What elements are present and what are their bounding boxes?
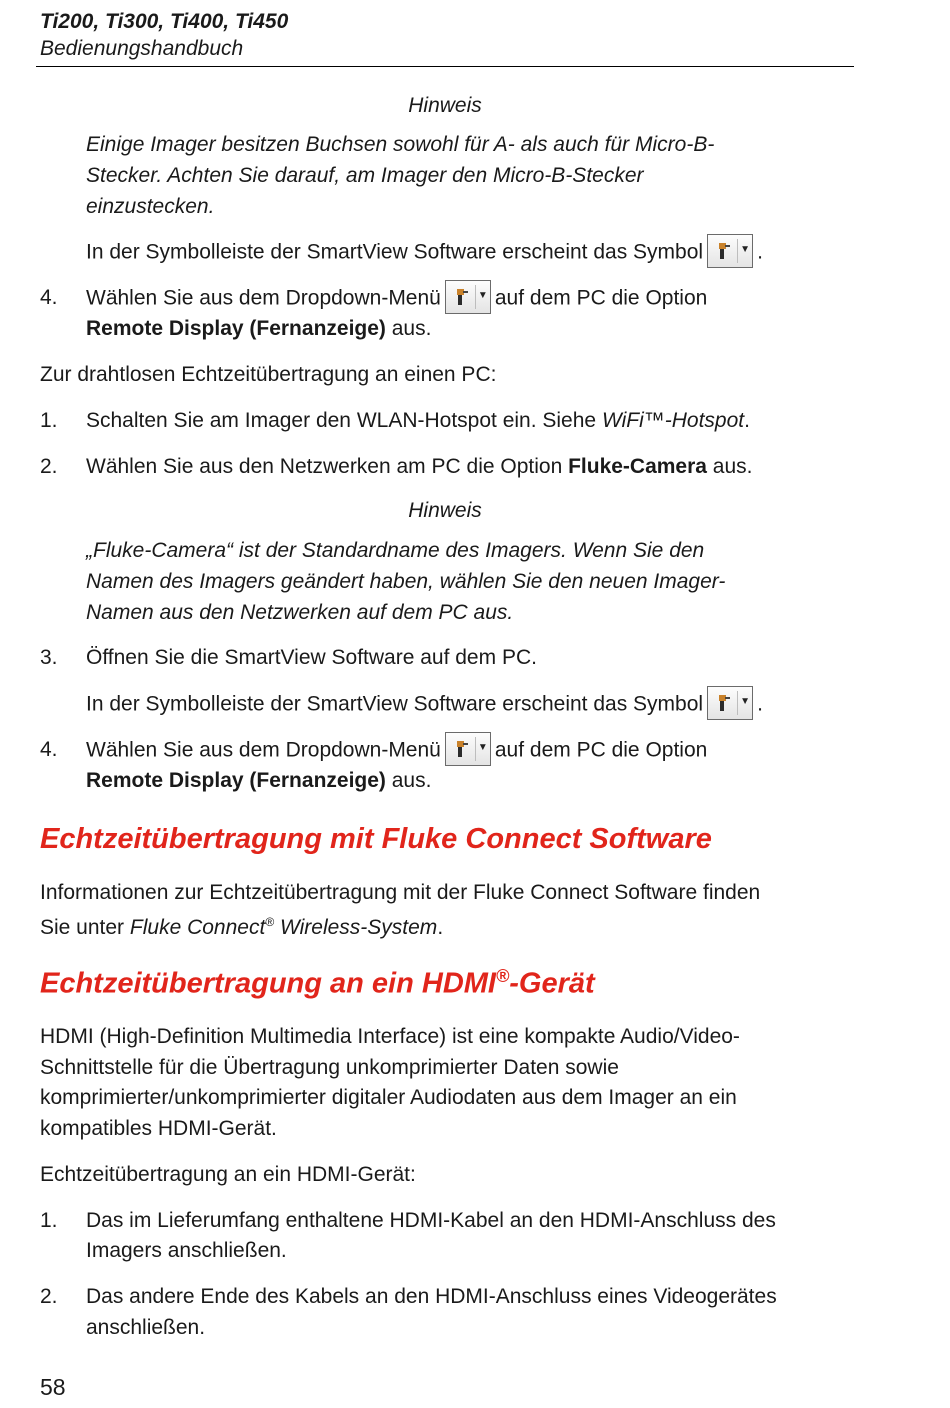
note-line: Namen des Imagers geändert haben, wählen Sie den neuen Imager- [86, 570, 726, 593]
step-text [86, 734, 707, 768]
step-text-line2 [86, 765, 431, 796]
paragraph-line: Schnittstelle für die Übertragung unkomprimierter Daten sowie [40, 1056, 619, 1079]
step-number: 2. [40, 1285, 58, 1308]
step-number: 1. [40, 409, 58, 432]
note-line: Namen aus den Netzwerken auf dem PC aus. [86, 601, 514, 624]
heading-text-end: -Gerät [509, 967, 595, 1000]
hdmi-intro: Echtzeitübertragung an ein HDMI-Gerät: [40, 1163, 416, 1186]
paragraph-line [40, 907, 443, 943]
step-text-post: auf dem PC die Option [494, 738, 708, 762]
text-end: . [437, 916, 444, 939]
step-text [86, 282, 707, 316]
step-text: Imagers anschließen. [86, 1239, 287, 1262]
toolbar-symbol-line [86, 236, 763, 270]
step-text: Das im Lieferumfang enthaltene HDMI-Kabel an den HDMI-Anschluss des [86, 1209, 776, 1232]
section-heading-fluke-connect: Echtzeitübertragung mit Fluke Connect Software [40, 823, 712, 855]
toolbar-symbol-line [86, 688, 763, 722]
step-text-pre: Schalten Sie am Imager den WLAN-Hotspot ein. Siehe [86, 409, 602, 432]
toolbar-symbol-text: In der Symbolleiste der SmartView Software erscheint das Symbol [86, 240, 704, 264]
wireless-intro: Zur drahtlosen Echtzeitübertragung an einen PC: [40, 363, 497, 386]
step-text-post: auf dem PC die Option [494, 286, 708, 310]
header-manual-title: Bedienungshandbuch [40, 37, 244, 60]
camera-dropdown-icon[interactable]: ▼ [707, 234, 753, 268]
option-remote-display: Remote Display (Fernanzeige) [86, 317, 386, 340]
link-text: Fluke Connect [129, 916, 266, 939]
option-remote-display: Remote Display (Fernanzeige) [86, 769, 386, 792]
step-end: aus. [385, 769, 432, 792]
page-number: 58 [40, 1374, 66, 1400]
step-number: 4. [40, 286, 58, 309]
link-text: Wireless-System [274, 916, 438, 939]
paragraph-line: Informationen zur Echtzeitübertragung mit der Fluke Connect Software finden [40, 881, 761, 904]
step-end: . [744, 409, 750, 432]
step-number: 4. [40, 738, 58, 761]
camera-dropdown-icon[interactable]: ▼ [707, 686, 753, 720]
step-number: 1. [40, 1209, 58, 1232]
header-models: Ti200, Ti300, Ti400, Ti450 [40, 10, 289, 33]
step-end: aus. [706, 455, 753, 478]
camera-dropdown-icon[interactable]: ▼ [445, 732, 491, 766]
period: . [757, 240, 763, 264]
step-text: Öffnen Sie die SmartView Software auf dem PC. [86, 646, 537, 669]
step-end: aus. [385, 317, 432, 340]
wifi-hotspot-link[interactable]: WiFi™-Hotspot [601, 409, 745, 432]
step-text: Das andere Ende des Kabels an den HDMI-Anschluss eines Videogerätes [86, 1285, 777, 1308]
option-fluke-camera: Fluke-Camera [568, 455, 707, 478]
step-text [86, 405, 750, 436]
period: . [757, 692, 763, 716]
registered-mark: ® [495, 966, 510, 986]
step-number: 2. [40, 455, 58, 478]
registered-mark: ® [265, 915, 275, 929]
paragraph-line: kompatibles HDMI-Gerät. [40, 1117, 277, 1140]
note-line: Einige Imager besitzen Buchsen sowohl für A- als auch für Micro-B- [86, 133, 715, 156]
note-line: „Fluke-Camera“ ist der Standardname des Imagers. Wenn Sie den [86, 539, 705, 562]
paragraph-line: komprimierter/unkomprimierter digitaler Audiodaten aus dem Imager an ein [40, 1086, 737, 1109]
step-number: 3. [40, 646, 58, 669]
note-line: Stecker. Achten Sie darauf, am Imager den Micro-B-Stecker [86, 164, 644, 187]
header-rule [36, 66, 854, 67]
step-text: anschließen. [86, 1316, 206, 1339]
text-pre: Sie unter [40, 916, 130, 939]
step-text-pre: Wählen Sie aus den Netzwerken am PC die Option [86, 455, 569, 478]
camera-dropdown-icon[interactable]: ▼ [445, 280, 491, 314]
fluke-connect-link[interactable] [130, 916, 437, 939]
paragraph-line: HDMI (High-Definition Multimedia Interface) ist eine kompakte Audio/Video- [40, 1025, 740, 1048]
toolbar-symbol-text: In der Symbolleiste der SmartView Software erscheint das Symbol [86, 692, 704, 716]
note-line: einzustecken. [86, 195, 215, 218]
step-text-pre: Wählen Sie aus dem Dropdown-Menü [86, 286, 441, 310]
note-title: Hinweis [408, 94, 482, 117]
step-text-line2 [86, 313, 431, 344]
step-text-pre: Wählen Sie aus dem Dropdown-Menü [86, 738, 441, 762]
note-title: Hinweis [408, 499, 482, 522]
step-text [86, 451, 753, 482]
heading-text: Echtzeitübertragung an ein HDMI [40, 967, 496, 1000]
section-heading-hdmi [40, 966, 595, 1001]
